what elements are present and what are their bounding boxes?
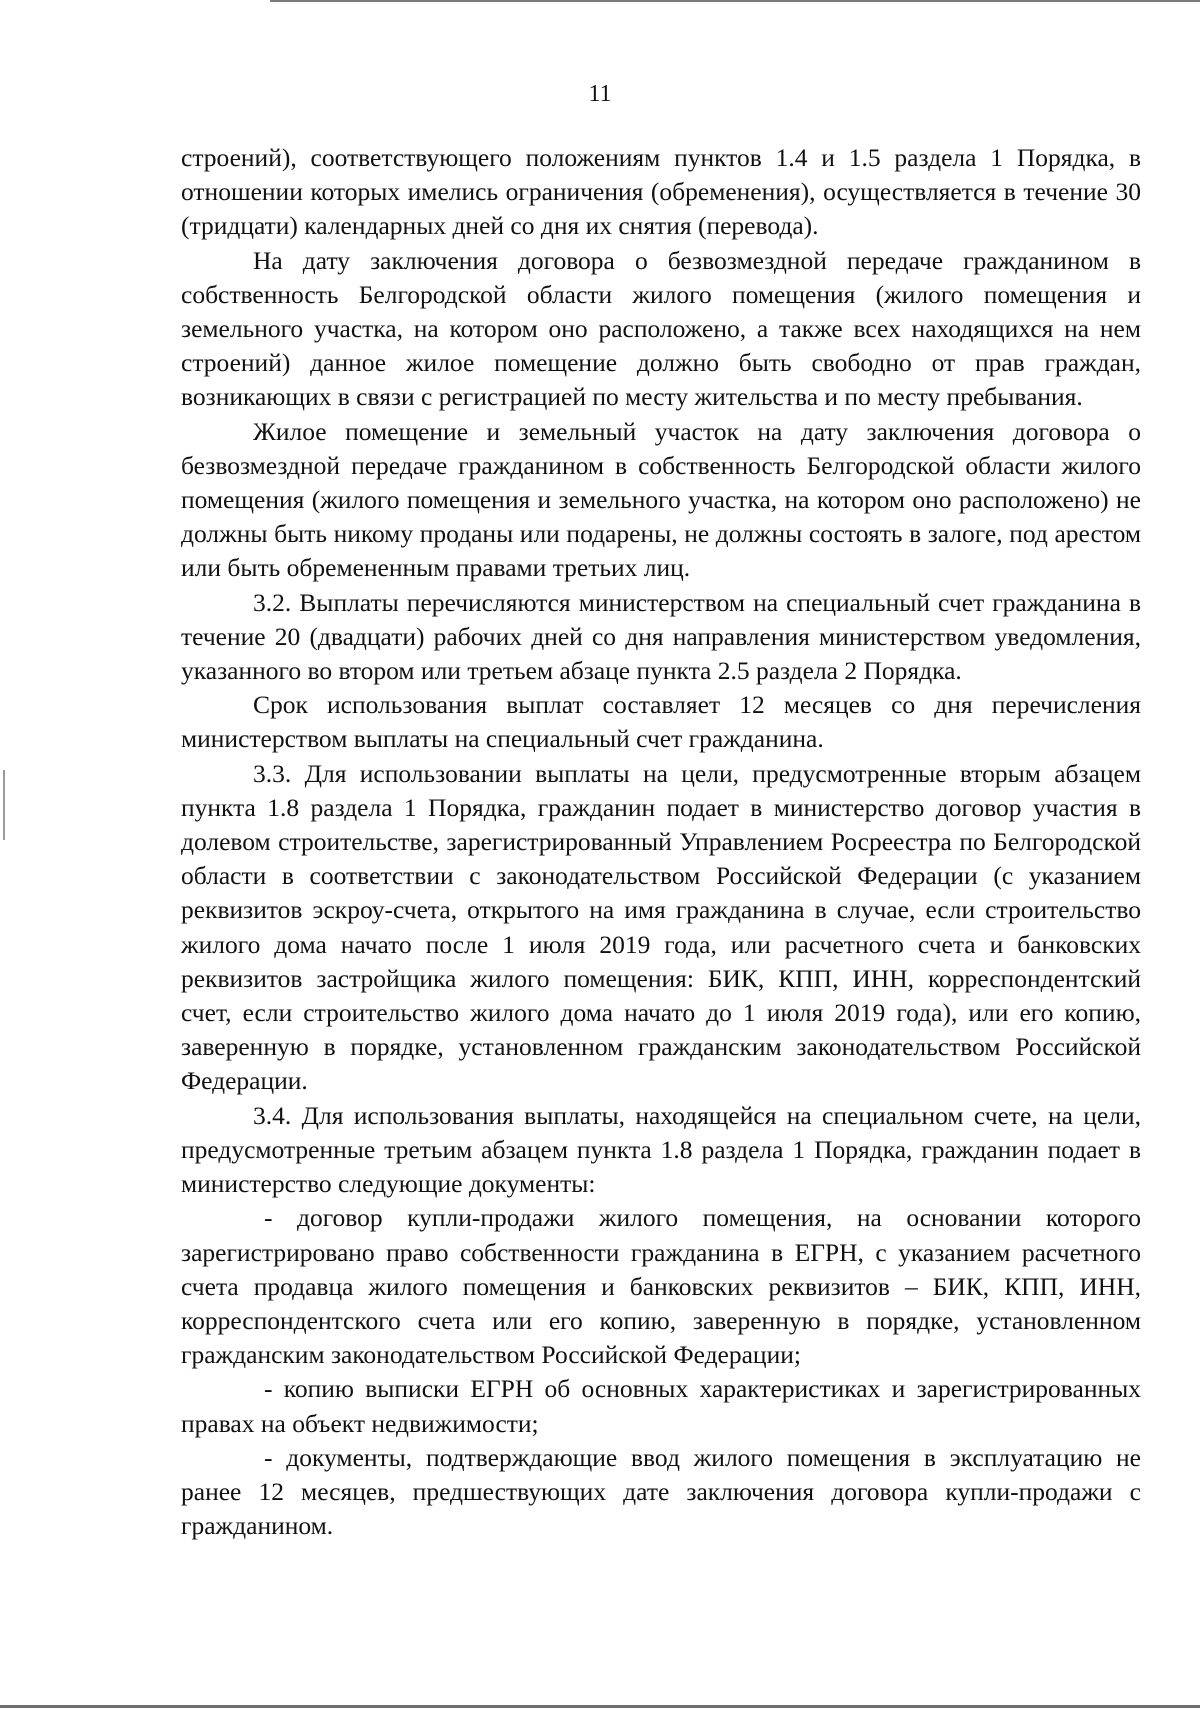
scan-edge-left [3,770,5,840]
paragraph-3-2: 3.2. Выплаты перечисляются министерством на специальный счет гражданина в течение 20 (двадцати) рабочих дней со дня направления министерством уведомления, указанного во втором или третьем абзаце пункта 2.5 раздела 2 Порядка. [181,587,1141,686]
paragraph-encumbrance: Жилое помещение и земельный участок на дату заключения договора о безвозмездной передаче гражданином в собственность Белгородской области жилого помещения (жилого помещения и земельного участка, на котором оно расположено) не должны быть никому проданы или подарены, не должны состоять в залоге, под арестом или быть обремененным правами третьих лиц. [181,416,1141,583]
paragraph-continuation: строений), соответствующего положениям пунктов 1.4 и 1.5 раздела 1 Порядка, в отношении которых имелись ограничения (обременения), осуществляется в течение 30 (тридцати) календарных дней со дня их снятия (перевода). [181,143,1141,241]
paragraph-usage-term: Срок использования выплат составляет 12 месяцев со дня перечисления министерством выплаты на специальный счет гражданина. [181,690,1141,754]
paragraph-3-3: 3.3. Для использовании выплаты на цели, предусмотренные вторым абзацем пункта 1.8 раздела 1 Порядка, гражданин подает в министерство договор участия в долевом строительстве, зарегистрированный Управлением Росреестра по Белгородской области в соответствии с законодательством Российской Федерации (с указанием реквизитов эскроу-счета, открытого на имя гражданина в случае, если строительство жилого дома начато после 1 июля 2019 года, или расчетного счета и банковских реквизитов застройщика жилого помещения: БИК, КПП, ИНН, корреспондентский счет, если строительство жилого дома начато до 1 июля 2019 года), или его копию, заверенную в порядке, установленном гражданским законодательством Российской Федерации. [181,758,1141,1096]
scan-edge-bottom [0,1705,1200,1708]
paragraph-contract-date: На дату заключения договора о безвозмездной передаче гражданином в собственность Белгородской области жилого помещения (жилого помещения и земельного участка, на котором оно расположено, а также всех находящихся на нем строений) данное жилое помещение должно быть свободно от прав граждан, возникающих в связи с регистрацией по месту жительства и по месту пребывания. [181,245,1141,412]
list-item-egrn-extract: - копию выписки ЕГРН об основных характеристиках и зарегистрированных правах на объект недвижимости; [181,1374,1141,1438]
paragraph-3-4: 3.4. Для использования выплаты, находящейся на специальном счете, на цели, предусмотренные третьим абзацем пункта 1.8 раздела 1 Порядка, гражданин подает в министерство следующие документы: [181,1100,1141,1199]
list-item-sale-contract: - договор купли-продажи жилого помещения, на основании которого зарегистрировано право собственности гражданина в ЕГРН, с указанием расчетного счета продавца жилого помещения и банковских реквизитов – БИК, КПП, ИНН, корреспондентского счета или его копию, заверенную в порядке, установленном гражданским законодательством Российской Федерации; [181,1203,1141,1370]
scan-edge-top [270,0,1200,2]
list-item-commissioning-docs: - документы, подтверждающие ввод жилого помещения в эксплуатацию не ранее 12 месяцев, предшествующих дате заключения договора купли-продажи с гражданином. [181,1442,1141,1541]
document-body [181,141,1141,1543]
page-number: 11 [588,81,612,107]
